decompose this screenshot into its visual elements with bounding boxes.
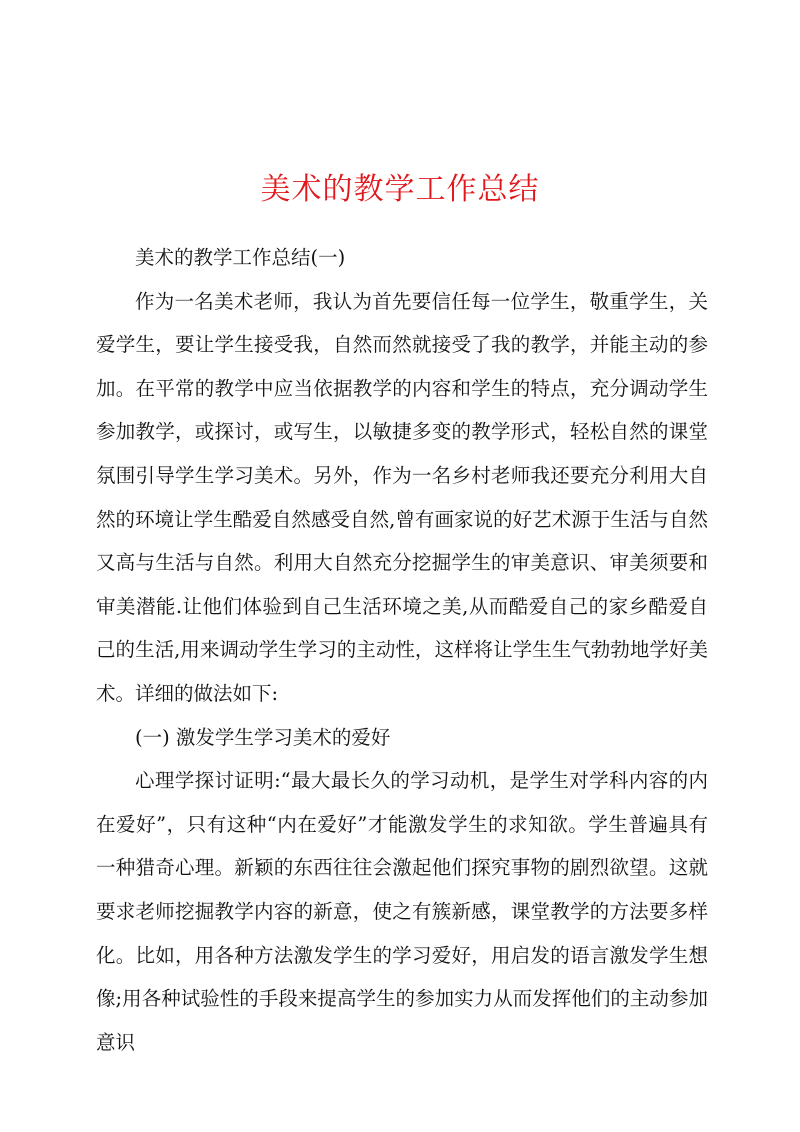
- section-heading: 美术的教学工作总结(一): [135, 246, 346, 269]
- paragraph: 作为一名美术老师，我认为首先要信任每一位学生，敬重学生，关爱学生，要让学生接受我，自然而然就接受了我的教学，并能主动的参加。在平常的教学中应当依据教学的内容和学生的特点，充分调动学生参加教学，或探讨，或写生，以敏捷多变的教学形式，轻松自然的课堂氛围引导学生学习美术。另外，作为一名乡村老师我还要充分利用大自然的环境让学生酷爱自然感受自然,曾有画家说的好艺术源于生活与自然又高与生活与自然。利用大自然充分挖掘学生的审美意识、审美须要和审美潜能.让他们体验到自己生活环境之美,从而酷爱自己的家乡酷爱自己的生活,用来调动学生学习的主动性，这样将让学生生气勃勃地学好美术。详细的做法如下:: [96, 289, 708, 705]
- document-title: 美术的教学工作总结: [260, 172, 540, 207]
- document-body: [96, 236, 708, 1064]
- paragraph: 心理学探讨证明:“最大最长久的学习动机，是学生对学科内容的内在爱好”，只有这种“内在爱好”才能激发学生的求知欲。学生普遍具有一种猎奇心理。新颖的东西往往会激起他们探究事物的剧烈欲望。这就要求老师挖掘教学内容的新意，使之有簇新感，课堂教学的方法要多样化。比如，用各种方法激发学生的学习爱好，用启发的语言激发学生想像;用各种试验性的手段来提高学生的参加实力从而发挥他们的主动参加意识: [96, 769, 708, 1054]
- subsection-heading: (一) 激发学生学习美术的爱好: [135, 725, 391, 749]
